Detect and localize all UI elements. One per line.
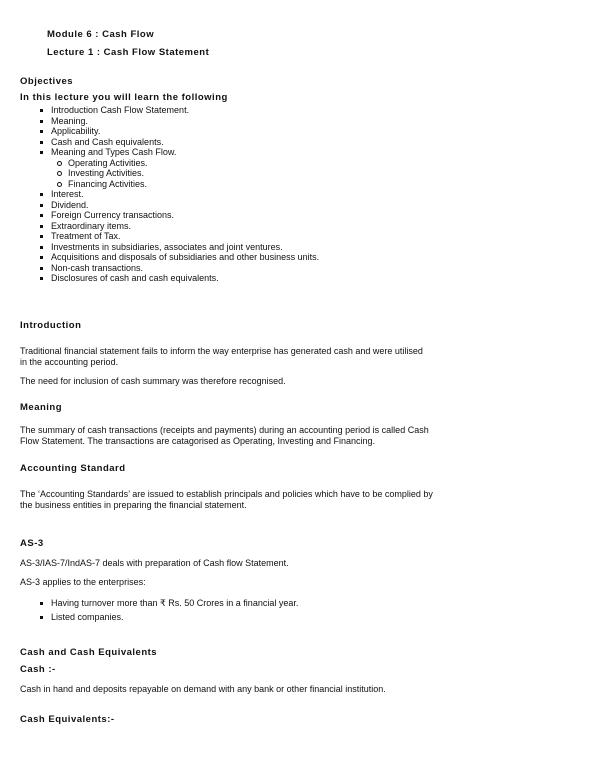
list-item: Financing Activities. [38, 179, 319, 190]
objectives-heading: Objectives [20, 76, 74, 87]
module-title: Module 6 : Cash Flow [47, 29, 155, 40]
cash-equivalents-heading: Cash and Cash Equivalents [20, 647, 158, 658]
list-item: Dividend. [38, 200, 319, 211]
list-item: Introduction Cash Flow Statement. [38, 105, 319, 116]
objectives-list [38, 105, 319, 284]
as3-line: AS-3 applies to the enterprises: [20, 577, 146, 587]
introduction-heading: Introduction [20, 320, 82, 331]
list-item: Cash and Cash equivalents. [38, 137, 319, 148]
introduction-paragraph-2: The need for inclusion of cash summary was therefore recognised. [20, 376, 286, 386]
accounting-standard-line: the business entities in preparing the financial statement. [20, 500, 247, 510]
list-item: Interest. [38, 189, 319, 200]
list-item: Disclosures of cash and cash equivalents. [38, 273, 319, 284]
as3-line: AS-3/IAS-7/IndAS-7 deals with preparation of Cash flow Statement. [20, 558, 289, 568]
list-item: Investments in subsidiaries, associates and joint ventures. [38, 242, 319, 253]
objectives-intro: In this lecture you will learn the following [20, 92, 228, 103]
as3-heading: AS-3 [20, 538, 44, 549]
list-item: Operating Activities. [38, 158, 319, 169]
cash-definition: Cash in hand and deposits repayable on demand with any bank or other financial institution. [20, 684, 386, 694]
list-item: Acquisitions and disposals of subsidiaries and other business units. [38, 252, 319, 263]
cash-subheading: Cash :- [20, 664, 56, 675]
meaning-paragraph-line: The summary of cash transactions (receipts and payments) during an accounting period is called Cash [20, 425, 429, 435]
meaning-paragraph-line: Flow Statement. The transactions are catagorised as Operating, Investing and Financing. [20, 436, 376, 446]
introduction-paragraph-line: Traditional financial statement fails to inform the way enterprise has generated cash and were utilised [20, 346, 423, 356]
list-item: Listed companies. [38, 610, 298, 624]
list-item: Extraordinary items. [38, 221, 319, 232]
introduction-paragraph-line: in the accounting period. [20, 357, 119, 367]
list-item: Meaning and Types Cash Flow. [38, 147, 319, 158]
list-item: Applicability. [38, 126, 319, 137]
list-item: Having turnover more than ₹ Rs. 50 Crores in a financial year. [38, 596, 298, 610]
list-item: Non-cash transactions. [38, 263, 319, 274]
meaning-heading: Meaning [20, 402, 63, 413]
as3-list [38, 596, 298, 624]
list-item: Foreign Currency transactions. [38, 210, 319, 221]
lecture-title: Lecture 1 : Cash Flow Statement [47, 47, 210, 58]
cash-equivalents-subheading: Cash Equivalents:- [20, 714, 115, 725]
list-item: Meaning. [38, 116, 319, 127]
list-item: Treatment of Tax. [38, 231, 319, 242]
accounting-standard-heading: Accounting Standard [20, 463, 126, 474]
accounting-standard-line: The ‘Accounting Standards’ are issued to establish principals and policies which have to be complied by [20, 489, 433, 499]
list-item: Investing Activities. [38, 168, 319, 179]
